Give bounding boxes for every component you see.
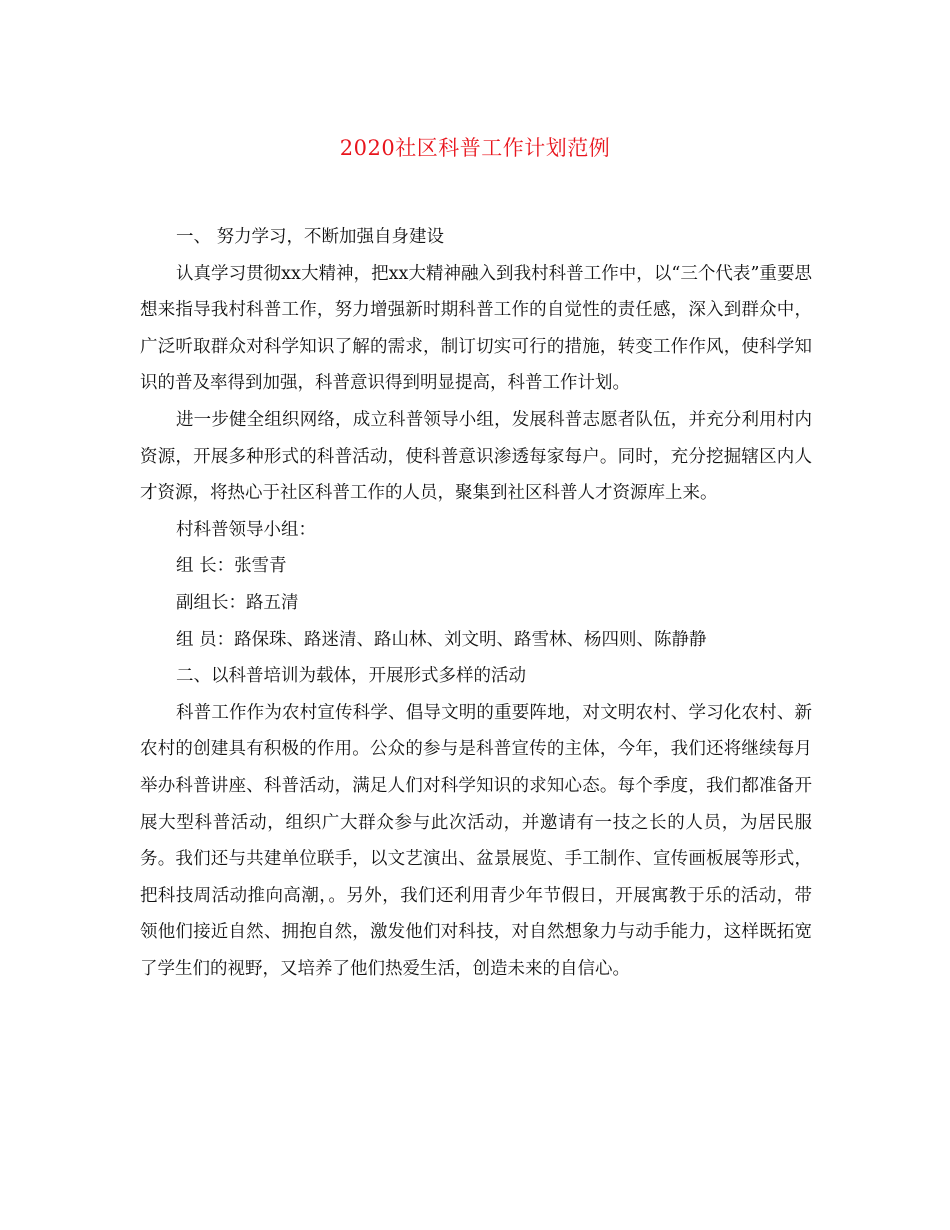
group-leader-line: 组 长：张雪青 bbox=[176, 556, 287, 577]
section-heading-1: 一、 努力学习，不断加强自身建设 bbox=[176, 227, 445, 247]
deputy-leader-line: 副组长：路五清 bbox=[176, 592, 299, 613]
leadership-group-heading: 村科普领导小组： bbox=[176, 519, 316, 540]
document-title: 2020社区科普工作计划范例 bbox=[339, 136, 611, 160]
paragraph-activities: 科普工作作为农村宣传科学、倡导文明的重要阵地，对文明农村、学习化农村、新农村的创建具有积极的作用。公众的参与是科普宣传的主体，今年，我们还将继续每月举办科普讲座、科普活动，满足人们对科学知识的求知心态。每个季度，我们都准备开展大型科普活动，组织广大群众参与此次活动，并邀请有一技之长的人员，为居民服务。我们还与共建单位联手，以文艺演出、盆景展览、手工制作、宣传画板展等形式，把科技周活动推向高潮，。另外，我们还利用青少年节假日，开展寓教于乐的活动，带领他们接近自然、拥抱自然，激发他们对科技，对自然想象力与动手能力，这样既拓宽了学生们的视野，又培养了他们热爱生活，创造未来的自信心。 bbox=[140, 702, 812, 979]
document-body bbox=[140, 219, 812, 987]
section-heading-2: 二、以科普培训为载体，开展形式多样的活动 bbox=[176, 666, 526, 687]
group-members-line: 组 员：路保珠、路迷清、路山林、刘文明、路雪林、杨四则、陈静静 bbox=[176, 629, 707, 650]
paragraph-study: 认真学习贯彻xx大精神，把xx大精神融入到我村科普工作中，以“三个代表”重要思想来指导我村科普工作，努力增强新时期科普工作的自觉性的责任感，深入到群众中，广泛听取群众对科学知识了解的需求，制订切实可行的措施，转变工作作风，使科学知识的普及率得到加强，科普意识得到明显提高，科普工作计划。 bbox=[140, 263, 812, 394]
paragraph-network: 进一步健全组织网络，成立科普领导小组，发展科普志愿者队伍，并充分利用村内资源，开展多种形式的科普活动，使科普意识渗透每家每户。同时，充分挖掘辖区内人才资源，将热心于社区科普工作的人员，聚集到社区科普人才资源库上来。 bbox=[140, 409, 812, 504]
